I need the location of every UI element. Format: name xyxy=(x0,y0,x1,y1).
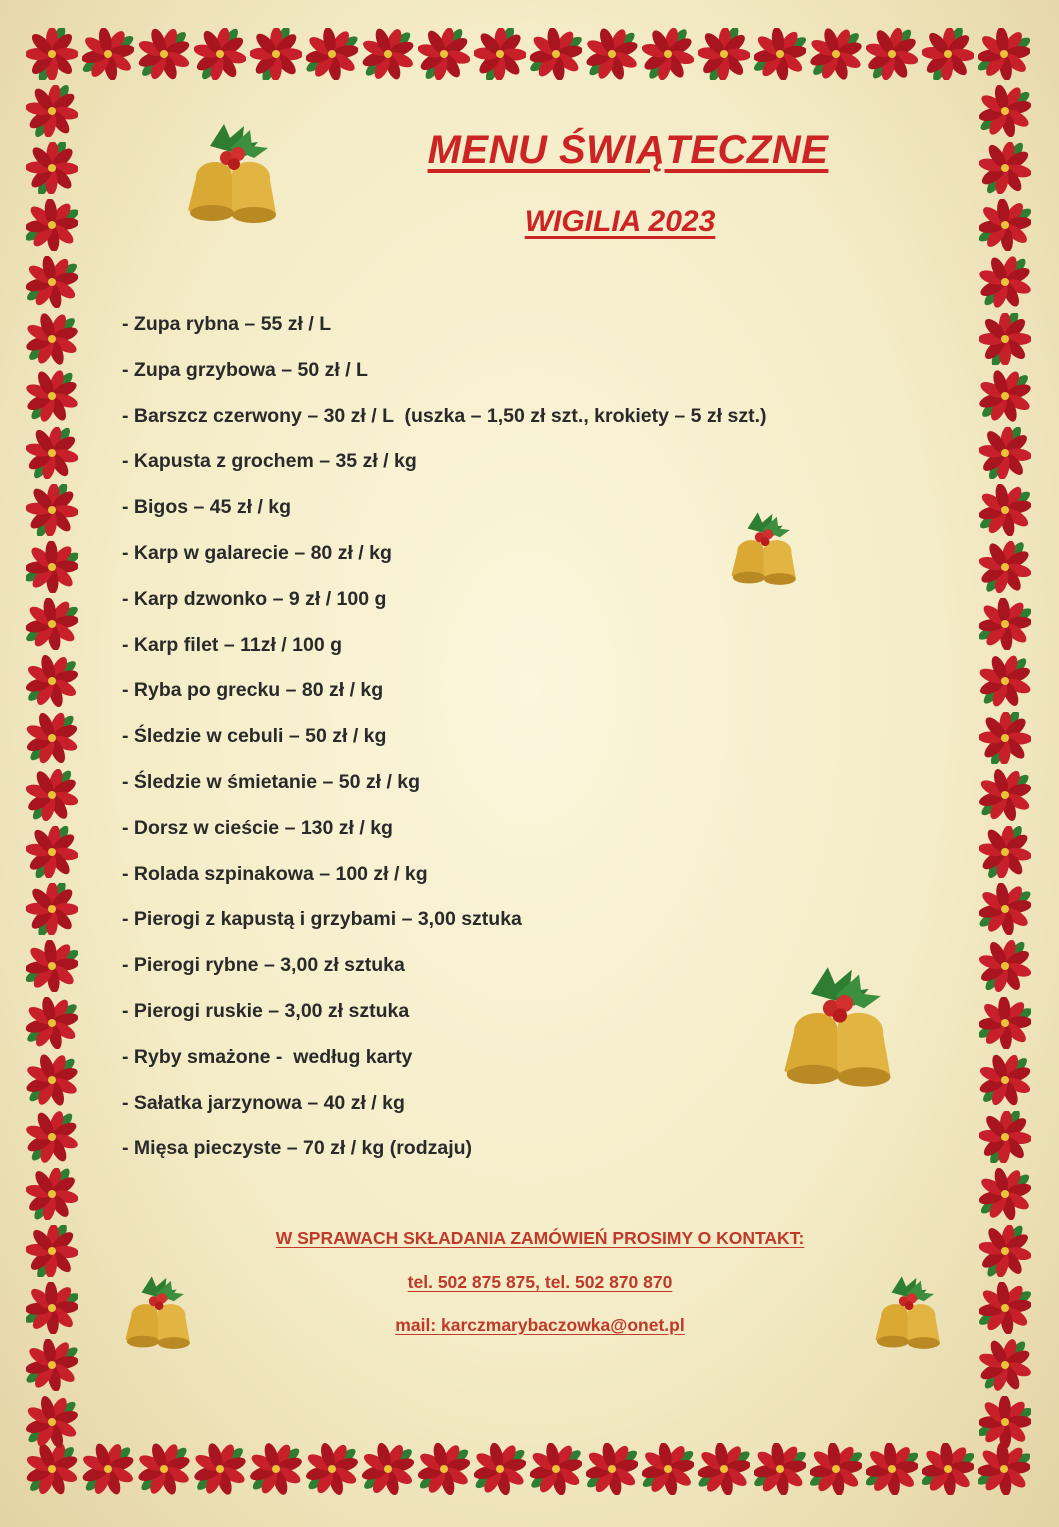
poinsettia-icon xyxy=(26,199,78,251)
list-item: - Pierogi rybne – 3,00 zł sztuka xyxy=(122,954,405,977)
poinsettia-icon xyxy=(418,1443,470,1495)
poinsettia-icon xyxy=(979,427,1031,479)
poinsettia-icon xyxy=(979,1396,1031,1448)
christmas-bells-icon xyxy=(180,118,285,230)
poinsettia-icon xyxy=(26,1282,78,1334)
poinsettia-icon xyxy=(979,655,1031,707)
poinsettia-icon xyxy=(26,1396,78,1448)
list-item: - Rolada szpinakowa – 100 zł / kg xyxy=(122,862,428,885)
list-item: - Kapusta z grochem – 35 zł / kg xyxy=(122,450,417,473)
contact-email[interactable]: mail: karczmarybaczowka@onet.pl xyxy=(395,1315,685,1335)
poinsettia-icon xyxy=(26,85,78,137)
list-item: - Karp w galarecie – 80 zł / kg xyxy=(122,541,392,564)
poinsettia-icon xyxy=(26,142,78,194)
poinsettia-icon xyxy=(138,1443,190,1495)
poinsettia-icon xyxy=(979,1111,1031,1163)
poinsettia-icon xyxy=(26,1054,78,1106)
poinsettia-icon xyxy=(26,1111,78,1163)
page-subtitle: WIGILIA 2023 xyxy=(524,205,716,238)
list-item: - Zupa rybna – 55 zł / L xyxy=(122,313,332,335)
poinsettia-icon xyxy=(474,28,526,80)
poinsettia-icon xyxy=(26,997,78,1049)
list-item: - Karp filet – 11zł / 100 g xyxy=(122,633,343,656)
poinsettia-icon xyxy=(810,1443,862,1495)
menu-list xyxy=(122,310,767,1180)
poinsettia-icon xyxy=(138,28,190,80)
poinsettia-icon xyxy=(530,1443,582,1495)
poinsettia-icon xyxy=(979,1054,1031,1106)
poinsettia-icon xyxy=(194,1443,246,1495)
poinsettia-icon xyxy=(530,28,582,80)
list-item: - Ryby smażone - według karty xyxy=(122,1045,413,1068)
poinsettia-icon xyxy=(586,28,638,80)
poinsettia-icon xyxy=(979,1282,1031,1334)
poinsettia-icon xyxy=(82,28,134,80)
poinsettia-icon xyxy=(866,28,918,80)
poinsettia-icon xyxy=(979,883,1031,935)
poinsettia-icon xyxy=(362,28,414,80)
contact-heading: W SPRAWACH SKŁADANIA ZAMÓWIEŃ PROSIMY O KONTAKT: xyxy=(275,1228,805,1248)
poinsettia-icon xyxy=(810,28,862,80)
poinsettia-icon xyxy=(979,85,1031,137)
poinsettia-icon xyxy=(979,142,1031,194)
list-item: - Pierogi z kapustą i grzybami – 3,00 sztuka xyxy=(122,908,522,931)
poinsettia-icon xyxy=(26,313,78,365)
page-title: MENU ŚWIĄTECZNE xyxy=(427,128,829,172)
poinsettia-icon xyxy=(26,541,78,593)
list-item: - Bigos – 45 zł / kg xyxy=(122,496,292,519)
poinsettia-icon xyxy=(979,712,1031,764)
poinsettia-icon xyxy=(979,313,1031,365)
poinsettia-icon xyxy=(26,256,78,308)
poinsettia-icon xyxy=(979,370,1031,422)
poinsettia-icon xyxy=(979,940,1031,992)
list-item: - Ryba po grecku – 80 zł / kg xyxy=(122,679,384,702)
poinsettia-icon xyxy=(82,1443,134,1495)
poinsettia-icon xyxy=(979,541,1031,593)
poinsettia-icon xyxy=(979,484,1031,536)
poinsettia-icon xyxy=(26,427,78,479)
poinsettia-icon xyxy=(979,199,1031,251)
poinsettia-icon xyxy=(866,1443,918,1495)
poinsettia-icon xyxy=(26,1225,78,1277)
poinsettia-icon xyxy=(754,1443,806,1495)
list-item: - Sałatka jarzynowa – 40 zł / kg xyxy=(122,1091,405,1114)
poinsettia-icon xyxy=(642,1443,694,1495)
list-item: - Śledzie w śmietanie – 50 zł / kg xyxy=(122,770,421,793)
list-item: - Pierogi ruskie – 3,00 zł sztuka xyxy=(122,999,410,1022)
poinsettia-icon xyxy=(979,256,1031,308)
poinsettia-icon xyxy=(362,1443,414,1495)
poinsettia-icon xyxy=(474,1443,526,1495)
poinsettia-icon xyxy=(754,28,806,80)
poinsettia-icon xyxy=(978,28,1030,80)
poinsettia-icon xyxy=(979,826,1031,878)
poinsettia-icon xyxy=(26,826,78,878)
poinsettia-icon xyxy=(26,1443,78,1495)
poinsettia-icon xyxy=(979,1225,1031,1277)
poinsettia-icon xyxy=(26,370,78,422)
poinsettia-icon xyxy=(922,1443,974,1495)
poinsettia-icon xyxy=(250,28,302,80)
poinsettia-icon xyxy=(979,1168,1031,1220)
poinsettia-icon xyxy=(979,769,1031,821)
poinsettia-icon xyxy=(642,28,694,80)
list-item: - Zupa grzybowa – 50 zł / L xyxy=(122,358,368,381)
poinsettia-icon xyxy=(698,28,750,80)
poinsettia-icon xyxy=(979,997,1031,1049)
poinsettia-icon xyxy=(306,1443,358,1495)
list-item: - Karp dzwonko – 9 zł / 100 g xyxy=(122,587,387,610)
poinsettia-icon xyxy=(922,28,974,80)
poinsettia-icon xyxy=(586,1443,638,1495)
poinsettia-icon xyxy=(26,484,78,536)
poinsettia-icon xyxy=(418,28,470,80)
poinsettia-icon xyxy=(979,598,1031,650)
list-item: - Barszcz czerwony – 30 zł / L (uszka – 1,50 zł szt., krokiety – 5 zł szt.) xyxy=(122,404,767,427)
list-item: - Dorsz w cieście – 130 zł / kg xyxy=(122,816,393,839)
christmas-bells-icon xyxy=(768,960,908,1095)
poinsettia-icon xyxy=(26,1168,78,1220)
poinsettia-icon xyxy=(26,1339,78,1391)
poinsettia-icon xyxy=(979,1339,1031,1391)
poinsettia-icon xyxy=(26,598,78,650)
contact-phones[interactable]: tel. 502 875 875, tel. 502 870 870 xyxy=(407,1272,673,1292)
poinsettia-icon xyxy=(26,769,78,821)
poinsettia-icon xyxy=(26,883,78,935)
list-item: - Śledzie w cebuli – 50 zł / kg xyxy=(122,725,387,748)
poinsettia-icon xyxy=(26,940,78,992)
poinsettia-icon xyxy=(26,712,78,764)
poinsettia-icon xyxy=(250,1443,302,1495)
poinsettia-icon xyxy=(698,1443,750,1495)
poinsettia-icon xyxy=(978,1443,1030,1495)
poinsettia-icon xyxy=(26,28,78,80)
poinsettia-icon xyxy=(194,28,246,80)
poinsettia-icon xyxy=(26,655,78,707)
list-item: - Mięsa pieczyste – 70 zł / kg (rodzaju) xyxy=(122,1137,473,1160)
poinsettia-icon xyxy=(306,28,358,80)
